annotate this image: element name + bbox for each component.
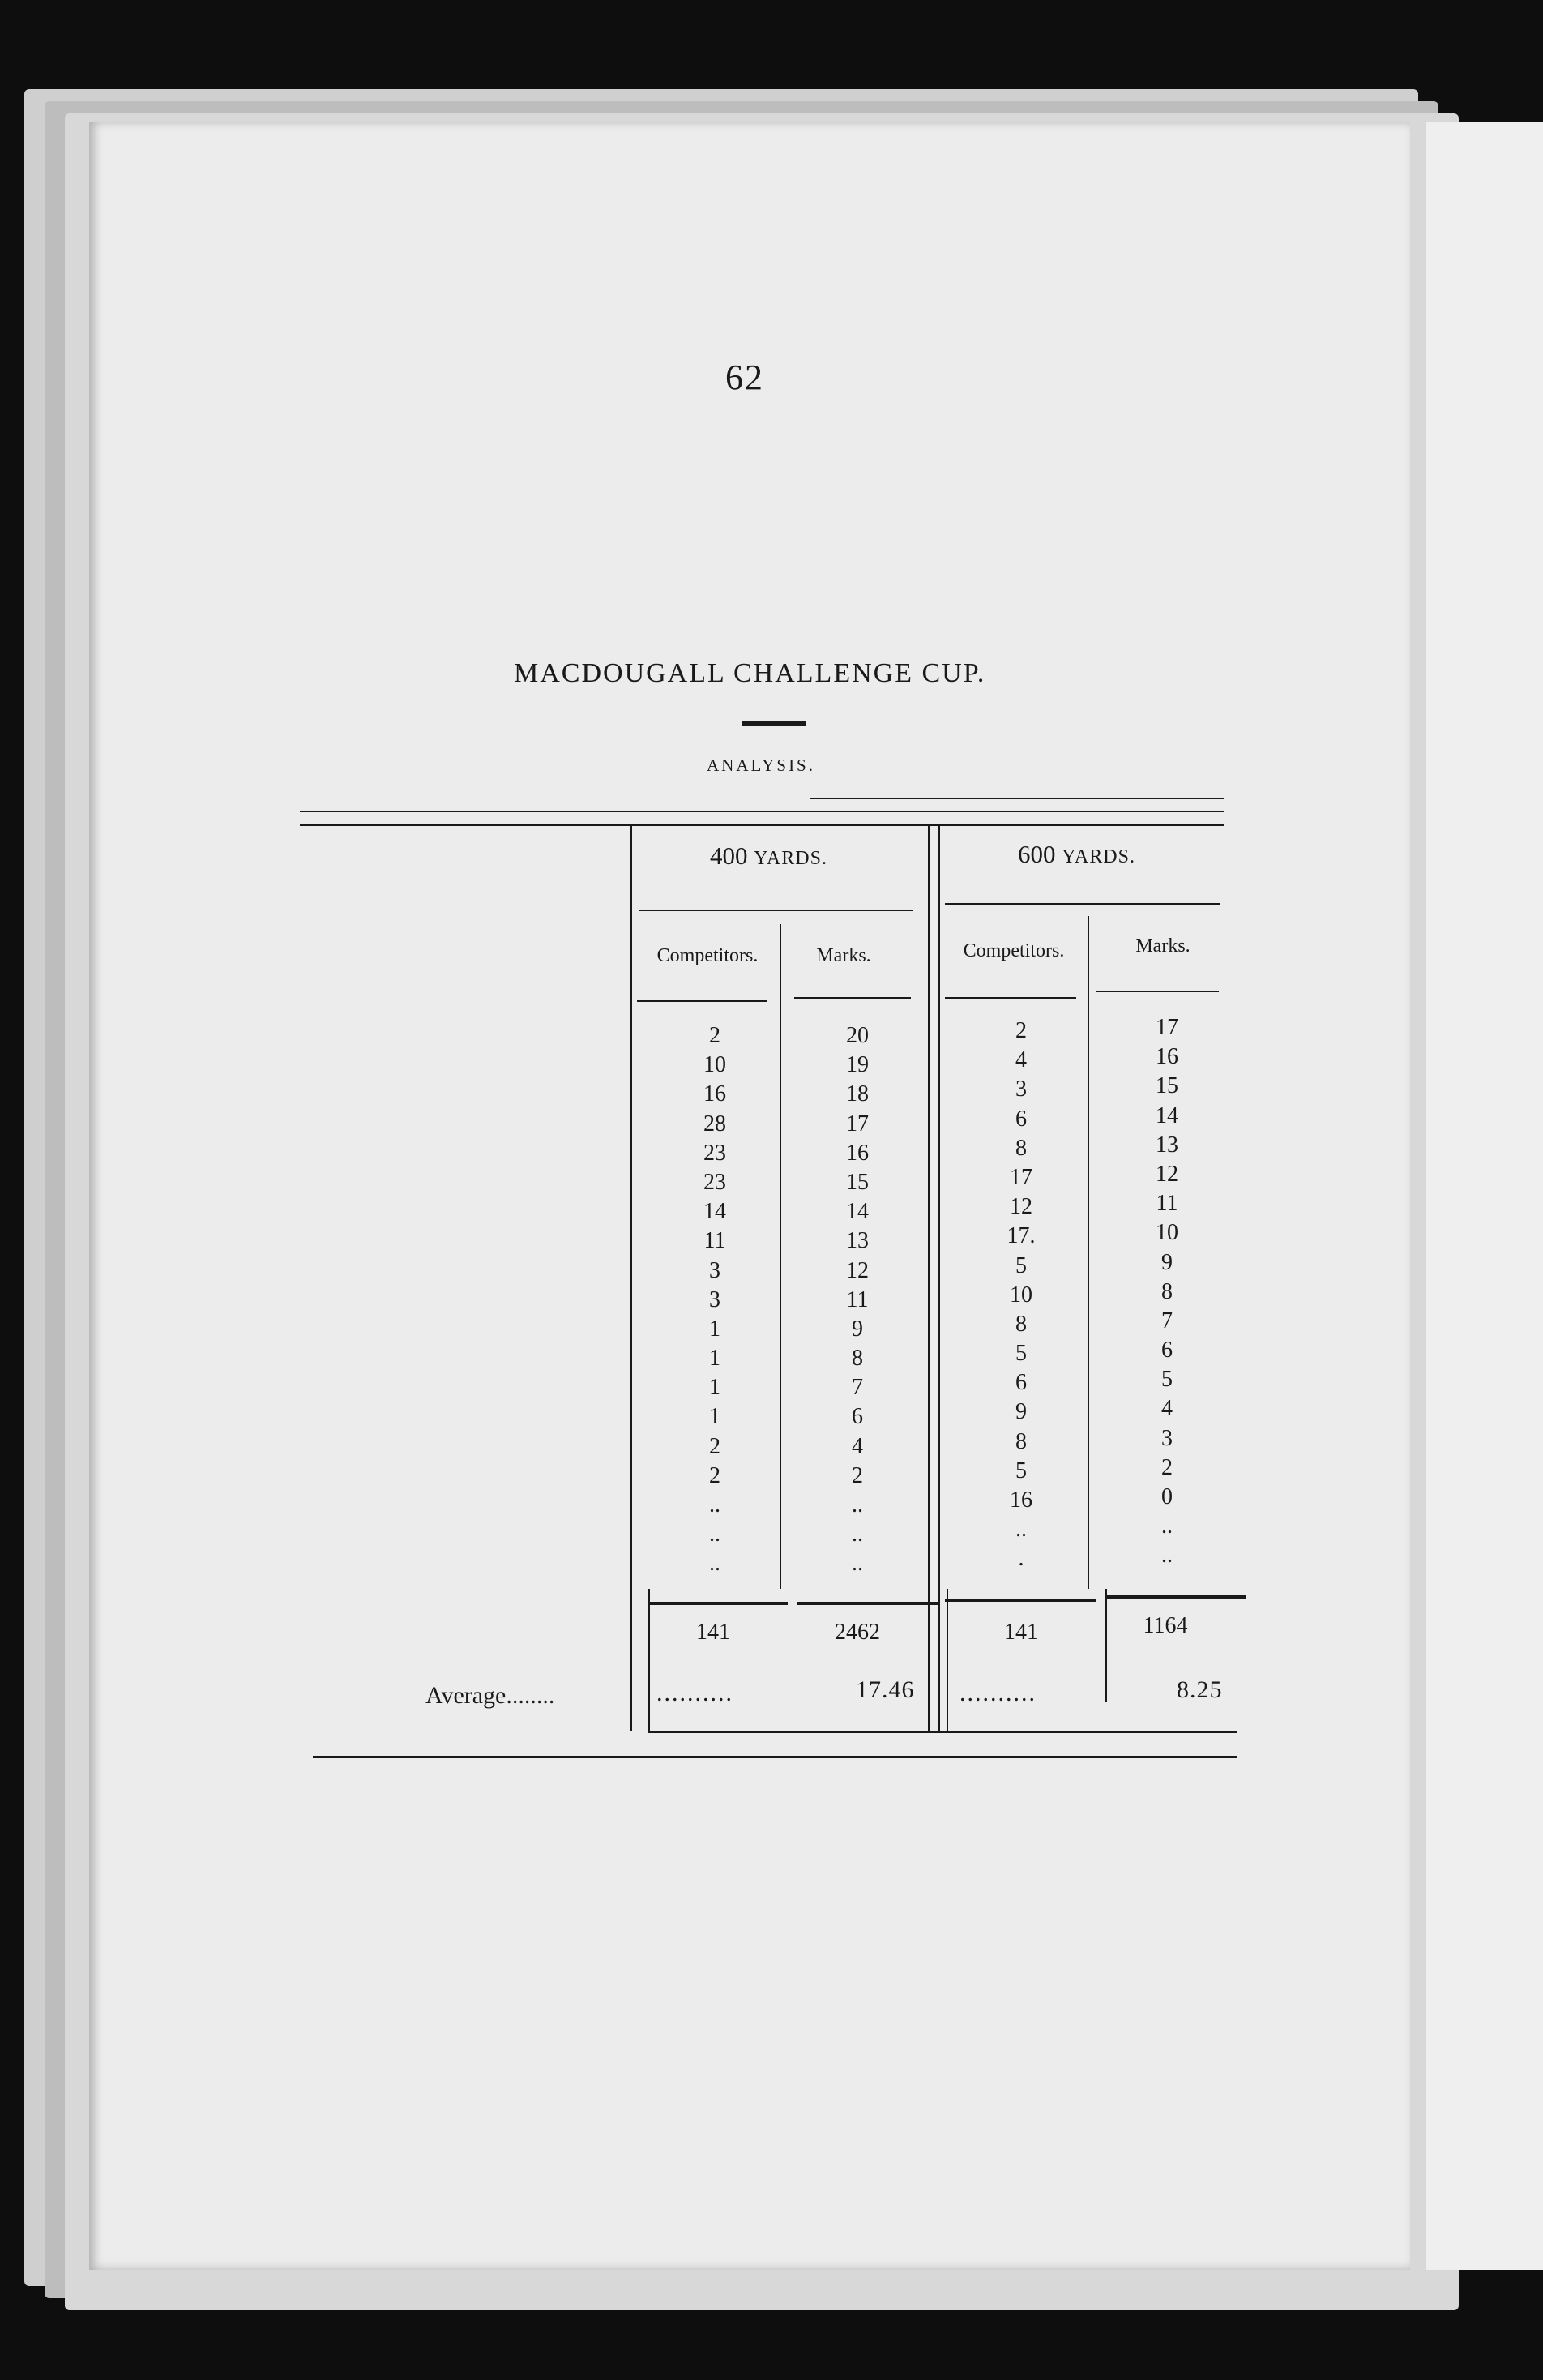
table-cell: 16 [1156,1044,1178,1070]
group-header-400-yards [710,841,827,871]
total-600-marks: 1164 [1143,1613,1188,1638]
group-header-600-number: 600 [1018,840,1056,868]
table-cell: 4 [1161,1396,1173,1422]
table-cell: 13 [1156,1132,1178,1158]
table-cell: 12 [1156,1161,1178,1187]
table-cell: 5 [1161,1367,1173,1393]
table-cell: 17. [1007,1223,1036,1249]
group-header-600-unit: YARDS. [1062,846,1135,867]
table-cell: 3 [1015,1077,1027,1102]
table-cell: 5 [1015,1252,1027,1278]
column-header-rule [1096,991,1219,992]
group-header-400-unit: YARDS. [754,848,827,869]
title-rule [742,721,806,726]
average-400-marks: 17.46 [856,1676,915,1703]
total-600-competitors: 141 [1004,1620,1038,1645]
table-cell: 23 [703,1140,726,1166]
column-divider [938,824,940,1731]
table-cell: 11 [846,1286,869,1312]
table-cell: 17 [1010,1164,1032,1190]
table-cell: 2 [1015,1018,1027,1043]
table-cell: 2 [709,1433,720,1459]
table-cell: 12 [846,1257,869,1283]
column-divider [928,824,930,1731]
table-cell: 9 [1015,1399,1027,1425]
group-header-rule [639,910,913,911]
table-cell: 6 [1015,1106,1027,1132]
table-cell: 13 [846,1228,869,1254]
sum-rule [797,1602,940,1605]
column-header-400-marks: Marks. [816,945,871,966]
column-header-400-competitors: Competitors. [656,945,759,966]
table-top-rule [810,798,1224,799]
table-cell: 17 [846,1111,869,1136]
table-cell: 28 [703,1111,726,1136]
page-number: 62 [725,357,764,397]
table-cell: 7 [1161,1308,1173,1333]
table-cell: 6 [1161,1338,1173,1363]
table-cell: .. [852,1551,863,1577]
column-header-rule [637,1000,767,1002]
table-cell: 14 [1156,1102,1178,1128]
table-cell: .. [852,1492,863,1517]
table-cell: .. [1161,1543,1173,1569]
table-cell: 16 [846,1140,869,1166]
table-cell: . [1018,1546,1024,1572]
table-cell: 1 [709,1375,720,1401]
table-cell: 8 [1015,1135,1027,1161]
table-cell: .. [1161,1513,1173,1539]
table-cell: 15 [846,1169,869,1195]
table-bottom-rule [313,1756,1237,1758]
table-cell: 14 [846,1199,869,1225]
table-cell: 18 [846,1081,869,1107]
page-title: MACDOUGALL CHALLENGE CUP. [514,658,986,688]
table-cell: 4 [852,1433,863,1459]
table-cell: 17 [1156,1015,1178,1040]
table-cell: 2 [709,1023,720,1048]
table-cell: 10 [703,1052,726,1078]
column-header-600-competitors: Competitors. [963,940,1065,961]
column-divider [648,1589,650,1731]
table-cell: 1 [709,1404,720,1430]
table-cell: 1 [709,1316,720,1342]
table-cell: 3 [709,1257,720,1283]
column-divider [947,1589,948,1731]
table-cell: 14 [703,1199,726,1225]
table-cell: 6 [1015,1370,1027,1396]
column-600-competitors [972,1017,1070,1574]
average-label: Average........ [425,1682,555,1709]
average-600-marks: 8.25 [1177,1676,1223,1703]
table-cell: 1 [709,1346,720,1372]
table-cell: 19 [846,1052,869,1078]
table-cell: 11 [1156,1191,1178,1217]
average-leader-600: .......... [960,1680,1037,1706]
table-cell: 2 [852,1462,863,1488]
table-cell: 2 [1161,1454,1173,1480]
table-cell: 4 [1015,1047,1027,1073]
section-subtitle: ANALYSIS. [707,756,815,775]
table-cell: 8 [1015,1428,1027,1454]
sum-rule [648,1602,788,1605]
table-top-rule [300,824,1224,826]
table-cell: 11 [703,1228,726,1254]
table-cell: 6 [852,1404,863,1430]
table-cell: .. [709,1551,720,1577]
group-header-400-number: 400 [710,841,748,870]
column-divider [630,824,632,1731]
sum-rule [945,1599,1096,1602]
table-cell: 8 [1015,1311,1027,1337]
column-header-600-marks: Marks. [1135,935,1190,957]
column-divider [1105,1589,1107,1702]
table-cell: 10 [1156,1220,1178,1246]
table-cell: 12 [1010,1194,1032,1220]
total-400-marks: 2462 [835,1620,880,1645]
column-600-marks [1118,1013,1216,1571]
table-top-rule [300,811,1224,812]
table-cell: 16 [703,1081,726,1107]
table-cell: 23 [703,1169,726,1195]
table-bottom-rule [648,1731,1237,1733]
column-divider [780,924,781,1589]
column-400-competitors [666,1021,763,1579]
facing-page-edge [1426,122,1543,2270]
table-cell: 3 [1161,1425,1173,1451]
table-cell: 15 [1156,1073,1178,1099]
table-cell: 5 [1015,1458,1027,1483]
column-header-rule [794,997,911,999]
table-cell: 9 [852,1316,863,1342]
group-header-rule [945,903,1220,905]
table-cell: 8 [1161,1278,1173,1304]
table-cell: .. [852,1522,863,1547]
table-cell: 2 [709,1462,720,1488]
table-cell: 0 [1161,1484,1173,1509]
column-divider [1088,916,1089,1589]
total-400-competitors: 141 [696,1620,730,1645]
table-cell: 16 [1010,1488,1032,1513]
table-cell: 9 [1161,1249,1173,1275]
table-cell: 3 [709,1286,720,1312]
column-header-rule [945,997,1076,999]
group-header-600-yards [1018,840,1135,869]
average-leader-400: .......... [656,1680,733,1706]
table-cell: 5 [1015,1341,1027,1367]
table-cell: 10 [1010,1282,1032,1308]
table-cell: .. [709,1492,720,1517]
table-cell: .. [709,1522,720,1547]
column-400-marks [809,1021,906,1579]
sum-rule [1107,1595,1246,1599]
table-cell: .. [1015,1517,1027,1543]
table-cell: 8 [852,1346,863,1372]
table-cell: 7 [852,1375,863,1401]
table-cell: 20 [846,1023,869,1048]
